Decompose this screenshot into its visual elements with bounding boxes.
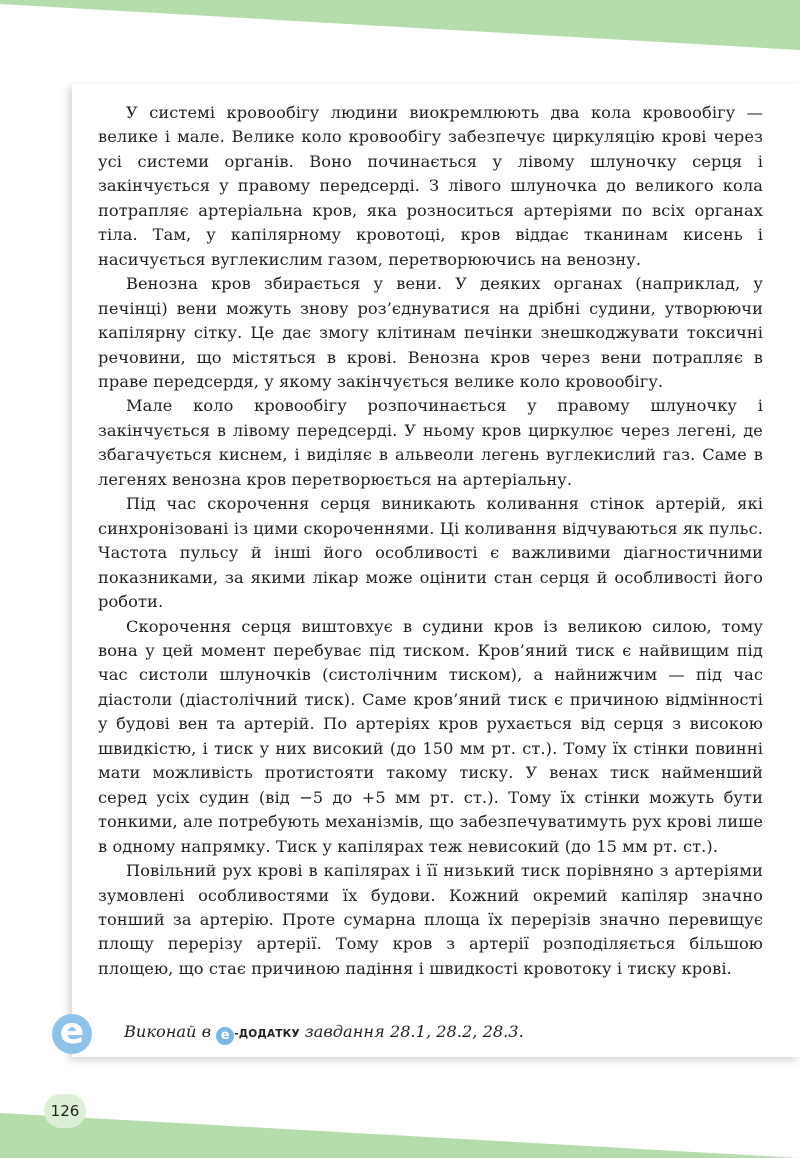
top-green-band — [0, 0, 800, 60]
paragraph: У системі кровообігу людини виокремлюють два кола кровообігу — велике і мале. Велике коло кровообігу забезпечує циркуляцію крові через усі системи органів. Воно починається у лівому шлуночку серця і закінчується у правому передсерді. З лівого шлуночка до великого кола потрапляє артеріальна кров, яка розноситься артеріями по всіх органах тіла. Там, у капілярному кровотоці, кров віддає тканинам кисень і насичується вуглекислим газом, перетворюючись на венозну. — [98, 103, 763, 269]
paragraph: Повільний рух крові в капілярах і її низький тиск порівняно з артеріями зумовлені особливостями їх будови. Кожний окремий капіляр значно тонший за артерію. Проте сумарна площа їх перерізів значно перевищує площу перерізу артерії. Тому кров з артерії розподіляється більшою площею, що стає причиною падіння і швидкості кровотоку і тиску крові. — [98, 861, 763, 978]
paragraph: Мале коло кровообігу розпочинається у правому шлуночку і закінчується в лівому передсерді. У ньому кров циркулює через легені, де збагачується киснем, і виділяє в альвеоли легень вуглекислий газ. Саме в легенях венозна кров перетворюється на артеріальну. — [98, 396, 763, 489]
task-prefix: Виконай в — [124, 1022, 217, 1041]
task-suffix: завдання 28.1, 28.2, 28.3. — [299, 1022, 524, 1041]
bottom-green-band — [0, 1095, 800, 1158]
paragraph: Під час скорочення серця виникають коливання стінок артерій, які синхронізовані із цими скороченнями. Ці коливання відчуваються як пульс. Частота пульсу й інші його особливості є важливими діагностичними показниками, за якими лікар може оцінити стан серця й особливості його роботи. — [98, 494, 763, 612]
body-text — [98, 101, 763, 981]
page-number: 126 — [44, 1094, 86, 1128]
e-addon-icon: е — [216, 1027, 234, 1045]
content-card — [72, 84, 800, 1057]
e-badge-icon: е — [52, 1014, 92, 1054]
addon-label: -ДОДАТКУ — [234, 1028, 300, 1040]
paragraph: Скорочення серця виштовхує в судини кров із великою силою, тому вона у цей момент перебуває під тиском. Кров’яний тиск є найвищим під час систоли шлуночків (систолічним тиском), а найнижчим — під час діастоли (діастолічний тиск). Саме кров’яний тиск є причиною відмінності у будові вен та артерій. По артеріях кров рухається від серця з високою швидкістю, і тиск у них високий (до 150 мм рт. ст.). Тому їх стінки повинні мати можливість протистояти такому тиску. У венах тиск найменший серед усіх судин (від −5 до +5 мм рт. ст.). Тому їх стінки можуть бути тонкими, але потребують механізмів, що забезпечуватимуть рух крові лише в одному напрямку. Тиск у капілярах теж невисокий (до 15 мм рт. ст.). — [98, 616, 763, 856]
task-line — [124, 1022, 524, 1045]
paragraph: Венозна кров збирається у вени. У деяких органах (наприклад, у печінці) вени можуть знову роз’єднуватися на дрібні судини, утворюючи капілярну сітку. Це дає змогу клітинам печінки знешкоджувати токсичні речовини, що містяться в крові. Венозна кров через вени потрапляє в праве передсердя, у якому закінчується велике коло кровообігу. — [98, 274, 763, 391]
